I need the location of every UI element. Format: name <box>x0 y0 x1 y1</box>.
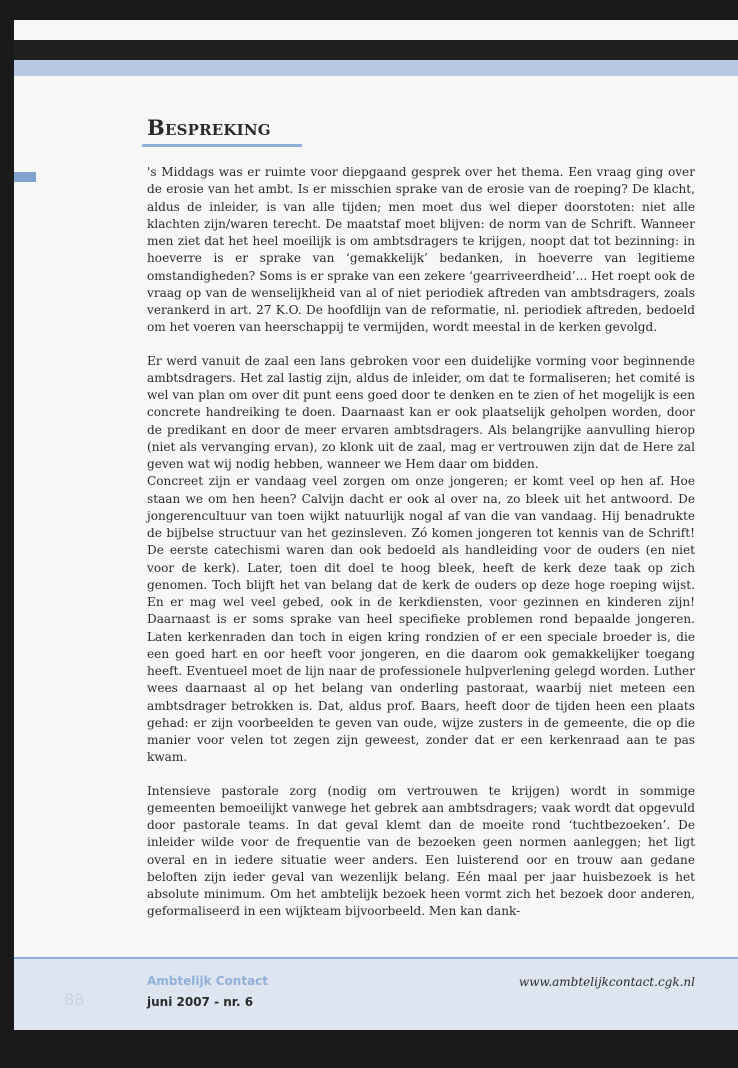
title-underline <box>142 144 302 147</box>
page <box>14 20 738 1030</box>
footer-rule <box>14 957 738 959</box>
top-scan-edge <box>14 40 738 60</box>
page-number: 88 <box>64 990 85 1009</box>
paragraph: Er werd vanuit de zaal een lans gebroken voor een duidelijke vorming voor beginnende ambtsdragers. Het zal lastig zijn, aldus de inleider, om dat te formaliseren; het comité is wel van plan om over dit punt eens goed door te denken en te zien of het mogelijk is een concrete handreiking te doen. Daarnaast kan er ook plaatselijk geholpen worden, door de predikant en door de meer ervaren ambtsdragers. Als belangrijke aanvulling hierop (niet als vervanging ervan), zo klonk uit de zaal, mag er vertrouwen zijn dat de Here zal geven wat wij nodig hebben, wanneer we Hem daar om bidden. <box>147 353 695 471</box>
article-body <box>147 164 695 921</box>
website-url[interactable]: www.ambtelijkcontact.cgk.nl <box>518 975 695 989</box>
paragraph: Concreet zijn er vandaag veel zorgen om onze jongeren; er komt veel op hen af. Hoe staan we om hen heen? Calvijn dacht er ook al over na, zo bleek uit het antwoord. De jongerencultuur van toen wijkt natuurlijk nogal af van die van vandaag. Hij benadrukte de bijbelse structuur van het gezinsleven. Zó komen jongeren tot kennis van de Schrift! De eerste catechismi waren dan ook bedoeld als handleiding voor de ouders (en niet voor de kerk). Later, toen dit doel te hoog bleek, heeft de kerk deze taak op zich genomen. Toch blijft het van belang dat de kerk de ouders op deze hoge roeping wijst. En er mag wel veel gebed, ook in de kerkdiensten, voor gezinnen en kinderen zijn! Daarnaast is er soms sprake van heel specifieke problemen rond bepaalde jongeren. Laten kerkenraden dan toch in eigen kring rondzien of er een speciale broeder is, die een goed hart en oor heeft voor jongeren, en die daarom ook gemakkelijker toegang heeft. Eventueel moet de lijn naar de professionele hulpverlening gelegd worden. Luther wees daarnaast al op het belang van onderling pastoraat, waarbij niet meteen een ambtsdrager betrokken is. Dat, aldus prof. Baars, heeft door de tijden heen een plaats gehad: er zijn voorbeelden te geven van oude, wijze zusters in de gemeente, die op die manier voor velen tot zegen zijn geweest, zonder dat er een kerkenraad aan te pas kwam. <box>147 474 695 765</box>
paragraph: Intensieve pastorale zorg (nodig om vertrouwen te krijgen) wordt in sommige gemeenten bemoeilijkt vanwege het gebrek aan ambtsdragers; vaak wordt dat opgevuld door pastorale teams. In dat geval klemt dan de moeite rond ‘tuchtbezoeken’. De inleider wilde voor de frequentie van de bezoeken geen normen aanleggen; het ligt overal en in iedere situatie weer anders. Een luisterend oor en trouw aan gedane beloften zijn ieder geval van wezenlijk belang. Eén maal per jaar huisbezoek is het absolute minimum. Om het ambtelijk bezoek heen vormt zich het bezoek door anderen, geformaliseerd in een wijkteam bijvoorbeeld. Men kan dank- <box>147 783 695 919</box>
paragraph: 's Middags was er ruimte voor diepgaand gesprek over het thema. Een vraag ging over de erosie van het ambt. Is er misschien sprake van de erosie van de roeping? De klacht, aldus de inleider, is van alle tijden; men moet dus wel dieper doorstoten: niet alle klachten zijn/waren terecht. De maatstaf moet blijven: de norm van de Schrift. Wanneer men ziet dat het heel moeilijk is om ambtsdragers te krijgen, noopt dat tot bezinning: in hoeverre is er sprake van ‘gemakkelijk’ bedanken, in hoeverre van legitieme omstandigheden? Soms is er sprake van een zekere ‘gearriveerdheid’... Het roept ook de vraag op van de wenselijkheid van al of niet periodiek aftreden van ambtsdragers, zoals verankerd in art. 27 K.O. De hoofdlijn van de reformatie, nl. periodiek aftreden, bedoeld om het voeren van heerschappij te vermijden, wordt meestal in de kerken gevolgd. <box>147 165 695 335</box>
magazine-name: Ambtelijk Contact <box>147 974 269 988</box>
title-block <box>147 115 271 140</box>
header-band <box>14 60 738 76</box>
bottom-scan-edge <box>0 1030 738 1068</box>
issue-label: juni 2007 - nr. 6 <box>147 995 254 1009</box>
side-tab-marker <box>14 172 36 182</box>
footer-band <box>14 957 738 1030</box>
section-title: Bespreking <box>147 115 271 140</box>
